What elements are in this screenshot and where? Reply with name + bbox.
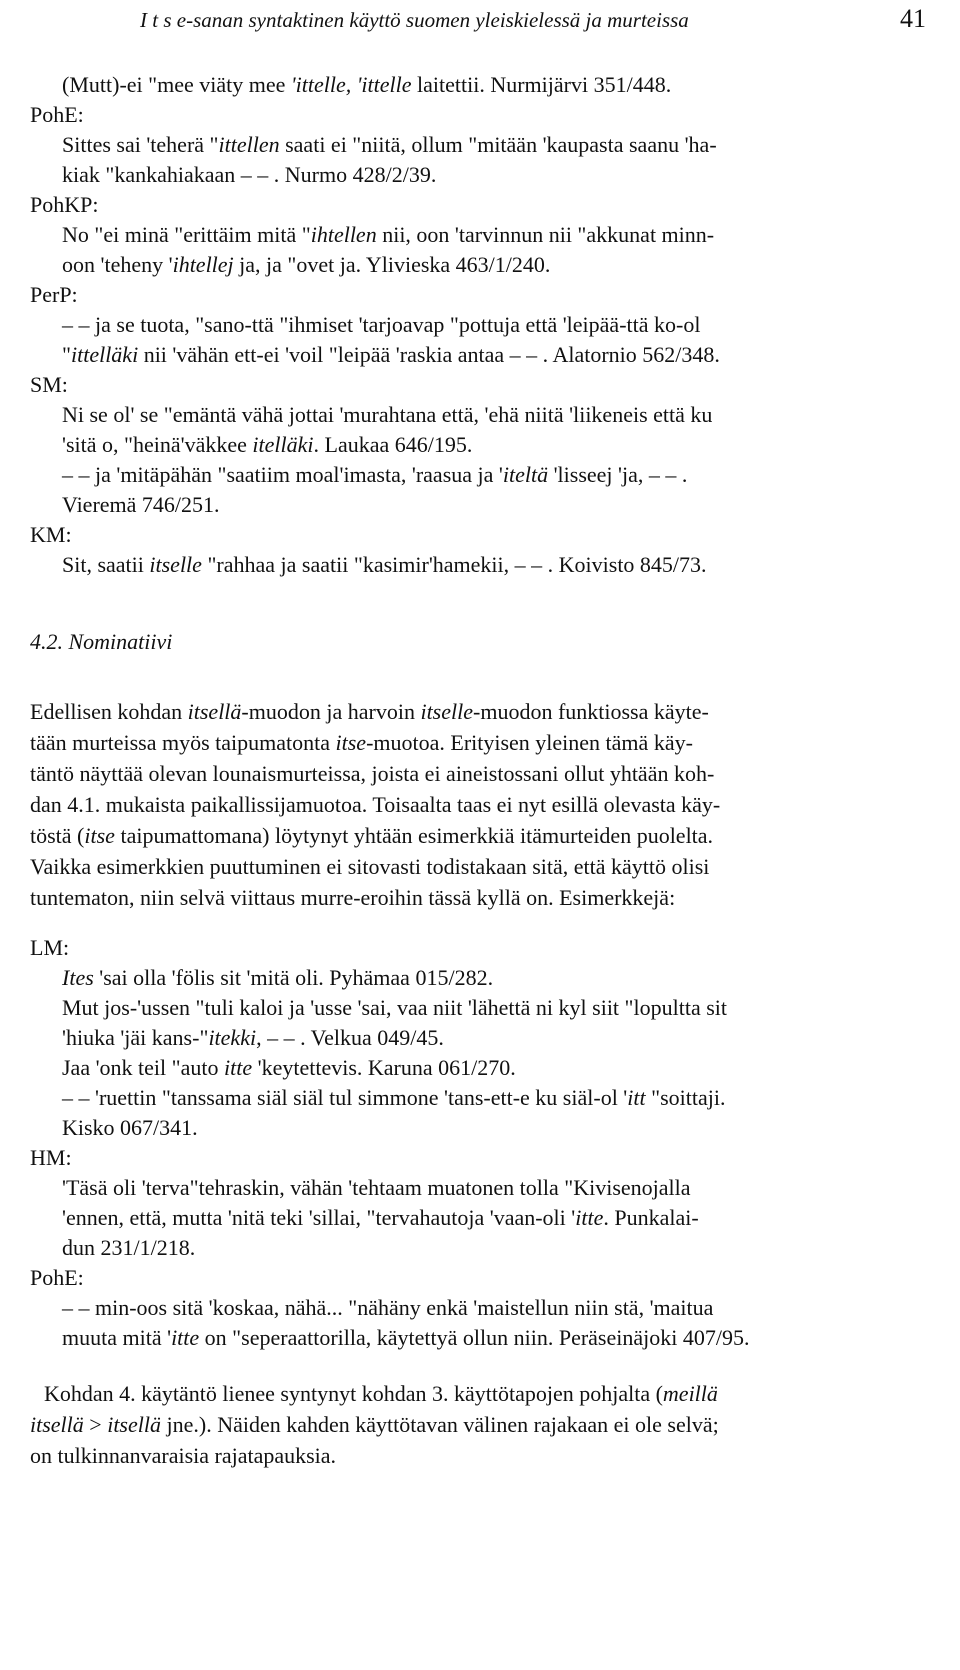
text-run: 'keytettevis. Karuna 061/270. (252, 1055, 516, 1080)
spacer (30, 1353, 914, 1378)
text-run: "soittaji. (645, 1085, 726, 1110)
text-run: – – 'ruettin "tanssama siäl siäl tul simmone 'tans-ett-e ku siäl-ol ' (62, 1085, 628, 1110)
italic-run: itselle (149, 552, 202, 577)
italic-run: itte (224, 1055, 253, 1080)
text-run: 'sai olla 'fölis sit 'mitä oli. Pyhämaa 015/282. (93, 965, 494, 990)
text-run: 'lisseej 'ja, – – . (548, 462, 688, 487)
text-run: Edellisen kohdan (30, 699, 188, 724)
text-run: taipumattomana) löytynyt yhtään esimerkkiä itämurteiden puolelta. (114, 823, 714, 848)
italic-run: ihtellen (310, 222, 377, 247)
example-line (62, 963, 914, 993)
paragraph-line (30, 1409, 914, 1440)
example-line (62, 70, 914, 100)
italic-run: itsellä (187, 699, 242, 724)
text-run: oon 'teheny ' (62, 252, 173, 277)
running-header (140, 4, 926, 36)
italic-run: itse (84, 823, 115, 848)
example-line: Ni se ol' se "emäntä vähä jottai 'murahtana että, 'ehä niitä 'liikeneis että ku (62, 402, 713, 427)
text-run: "rahhaa ja saatii "kasimir'hamekii, – – . Koivisto 845/73. (201, 552, 707, 577)
text-run: 'ennen, että, mutta 'nitä teki 'sillai, "tervahautoja 'vaan-oli ' (62, 1205, 576, 1230)
text-run: nii 'vähän ett-ei 'voil "leipää 'raskia antaa – – . Alatornio 562/348. (138, 342, 720, 367)
text-run: jne.). Näiden kahden käyttötavan välinen rajakaan ei ole selvä; (160, 1412, 719, 1437)
text-run: > (83, 1412, 108, 1437)
example-line (62, 1203, 914, 1233)
example-line (62, 550, 914, 580)
paragraph-line: Vaikka esimerkkien puuttuminen ei sitovasti todistakaan sitä, että käyttö olisi (30, 854, 710, 879)
italic-run: itse (335, 730, 367, 755)
text-run: -muodon funktiossa käyte- (473, 699, 709, 724)
text-run: -muotoa. Erityisen yleinen tämä käy- (366, 730, 693, 755)
italic-run: itsellä (107, 1412, 161, 1437)
text-run: 'hiuka 'jäi kans-" (62, 1025, 209, 1050)
text-run: laitettii. Nurmijärvi 351/448. (411, 72, 672, 97)
text-run: Kohdan 4. käytäntö lienee syntynyt kohdan 3. käyttötapojen pohjalta ( (44, 1381, 663, 1406)
italic-run: itselle (420, 699, 473, 724)
paragraph-line: dan 4.1. mukaista paikallissijamuotoa. Toisaalta taas ei nyt esillä olevasta käy- (30, 792, 721, 817)
spacer (30, 913, 914, 933)
italic-run: ittelläki (70, 342, 139, 367)
example-line (62, 1053, 914, 1083)
text-run: . Punkalai- (603, 1205, 699, 1230)
italic-run: itsellä (30, 1412, 84, 1437)
example-line (62, 1023, 914, 1053)
dialect-label: PerP: (30, 282, 78, 307)
text-run: tään murteissa myös taipumatonta (30, 730, 336, 755)
paragraph-line: on tulkinnanvaraisia rajatapauksia. (30, 1443, 337, 1468)
example-line: – – ja se tuota, "sano-ttä "ihmiset 'tarjoavap "pottuja että 'leipää-ttä ko-ol (62, 312, 701, 337)
dialect-label: PohKP: (30, 192, 99, 217)
example-line: – – min-oos sitä 'koskaa, nähä... "nähäny enkä 'maistellun niin stä, 'maitua (62, 1295, 714, 1320)
running-title: I t s e-sanan syntaktinen käyttö suomen yleiskielessä ja murteissa (140, 8, 689, 32)
example-line (62, 220, 914, 250)
italic-run: meillä (662, 1381, 718, 1406)
dialect-label: KM: (30, 522, 72, 547)
text-run: nii, oon 'tarvinnun nii "akkunat minn- (376, 222, 715, 247)
italic-run: itte (575, 1205, 604, 1230)
text-run: saati ei "niitä, ollum "mitään 'kaupasta saanu 'ha- (279, 132, 717, 157)
example-line (62, 250, 914, 280)
text-run: " (62, 342, 71, 367)
dialect-label: LM: (30, 935, 70, 960)
example-line (62, 340, 914, 370)
paragraph-line (30, 696, 914, 727)
example-line: dun 231/1/218. (62, 1235, 196, 1260)
text-run: – – ja 'mitäpähän "saatiim moal'imasta, 'raasua ja ' (62, 462, 503, 487)
dialect-label: PohE: (30, 1265, 84, 1290)
text-run: Sit, saatii (62, 552, 150, 577)
italic-run: iteltä (502, 462, 549, 487)
section-heading: 4.2. Nominatiivi (30, 629, 173, 654)
italic-run: itelläki (252, 432, 314, 457)
text-run: No "ei minä "erittäim mitä " (62, 222, 311, 247)
italic-run: itekki (208, 1025, 257, 1050)
paragraph-line: täntö näyttää olevan lounaismurteissa, joista ei aineistossani ollut yhtään koh- (30, 761, 715, 786)
paragraph-line (30, 1378, 914, 1409)
example-line (62, 130, 914, 160)
example-line (62, 460, 914, 490)
text-run: (Mutt)-ei (62, 72, 149, 97)
text-run: on "seperaattorilla, käytettyä ollun niin. Peräseinäjoki 407/95. (199, 1325, 750, 1350)
page-number: 41 (900, 4, 926, 33)
example-line (62, 1083, 914, 1113)
example-line (62, 430, 914, 460)
example-line: Mut jos-'ussen "tuli kaloi ja 'usse 'sai, vaa niit 'lähettä ni kyl siit "lopultta sit (62, 995, 728, 1020)
dialect-label: PohE: (30, 102, 84, 127)
text-run: . Laukaa 646/195. (313, 432, 473, 457)
paragraph-line: tuntematon, niin selvä viittaus murre-eroihin tässä kyllä on. Esimerkkejä: (30, 885, 676, 910)
example-line: 'Täsä oli 'terva"tehraskin, vähän 'tehtaam muatonen tolla "Kivisenojalla (62, 1175, 691, 1200)
text-run: Sittes sai 'teherä " (62, 132, 219, 157)
text-run: , – – . Velkua 049/45. (256, 1025, 444, 1050)
example-line: Vieremä 746/251. (62, 492, 220, 517)
example-line (62, 1323, 914, 1353)
text-run: "mee viäty mee (148, 72, 291, 97)
italic-run: ihtellej (172, 252, 234, 277)
italic-run: itte (171, 1325, 200, 1350)
example-line: Kisko 067/341. (62, 1115, 198, 1140)
paragraph-line (30, 727, 914, 758)
italic-run: 'ittelle, 'ittelle (290, 72, 412, 97)
page-body (30, 70, 914, 1471)
text-run: muuta mitä ' (62, 1325, 172, 1350)
dialect-label: SM: (30, 372, 68, 397)
text-run: Jaa 'onk teil "auto (62, 1055, 225, 1080)
example-line: kiak "kankahiakaan – – . Nurmo 428/2/39. (62, 162, 437, 187)
italic-run: Ites (62, 965, 94, 990)
italic-run: itt (627, 1085, 646, 1110)
text-run: töstä ( (30, 823, 85, 848)
paragraph-line (30, 820, 914, 851)
dialect-label: HM: (30, 1145, 72, 1170)
text-run: 'sitä o, "heinä'väkkee (62, 432, 253, 457)
text-run: ja, ja "ovet ja. Ylivieska 463/1/240. (233, 252, 551, 277)
italic-run: ittellen (218, 132, 280, 157)
text-run: -muodon ja harvoin (241, 699, 421, 724)
